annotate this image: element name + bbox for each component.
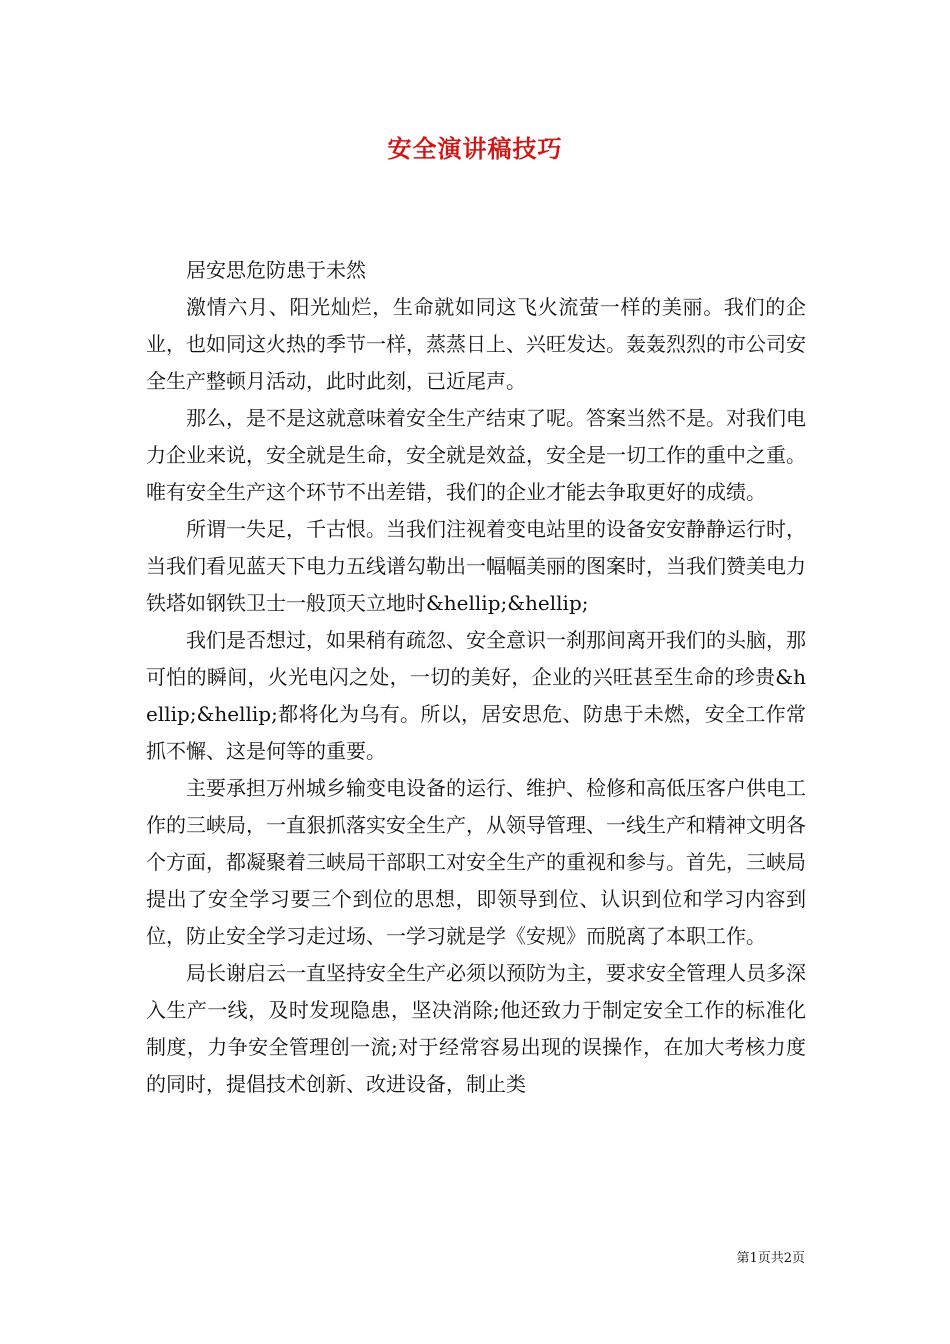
paragraph: 居安思危防患于未然 bbox=[186, 258, 366, 282]
document-body bbox=[146, 252, 806, 1103]
document-title: 安全演讲稿技巧 bbox=[387, 134, 563, 163]
paragraph: 我们是否想过，如果稍有疏忽、安全意识一刹那间离开我们的头脑，那可怕的瞬间，火光电闪之处，一切的美好，企业的兴旺甚至生命的珍贵&hellip;&hellip;都将化为乌有。所以，居安思危、防患于未燃，安全工作常抓不懈、这是何等的重要。 bbox=[146, 628, 806, 763]
paragraph: 主要承担万州城乡输变电设备的运行、维护、检修和高低压客户供电工作的三峡局，一直狠抓落实安全生产，从领导管理、一线生产和精神文明各个方面，都凝聚着三峡局干部职工对安全生产的重视和参与。首先，三峡局提出了安全学习要三个到位的思想，即领导到位、认识到位和学习内容到位，防止安全学习走过场、一学习就是学《安规》而脱离了本职工作。 bbox=[146, 776, 806, 948]
paragraph: 所谓一失足，千古恨。当我们注视着变电站里的设备安安静静运行时，当我们看见蓝天下电力五线谱勾勒出一幅幅美丽的图案时，当我们赞美电力铁塔如钢铁卫士一般顶天立地时&hellip;&hellip; bbox=[146, 517, 806, 615]
paragraph: 激情六月、阳光灿烂，生命就如同这飞火流萤一样的美丽。我们的企业，也如同这火热的季节一样，蒸蒸日上、兴旺发达。轰轰烈烈的市公司安全生产整顿月活动，此时此刻，已近尾声。 bbox=[146, 295, 806, 393]
paragraph: 那么，是不是这就意味着安全生产结束了呢。答案当然不是。对我们电力企业来说，安全就是生命，安全就是效益，安全是一切工作的重中之重。唯有安全生产这个环节不出差错，我们的企业才能去争取更好的成绩。 bbox=[146, 406, 806, 504]
paragraph: 局长谢启云一直坚持安全生产必须以预防为主，要求安全管理人员多深入生产一线，及时发现隐患，坚决消除;他还致力于制定安全工作的标准化制度，力争安全管理创一流;对于经常容易出现的误操作，在加大考核力度的同时，提倡技术创新、改进设备，制止类 bbox=[146, 961, 806, 1096]
page-number: 第1页共2页 bbox=[736, 1251, 805, 1266]
